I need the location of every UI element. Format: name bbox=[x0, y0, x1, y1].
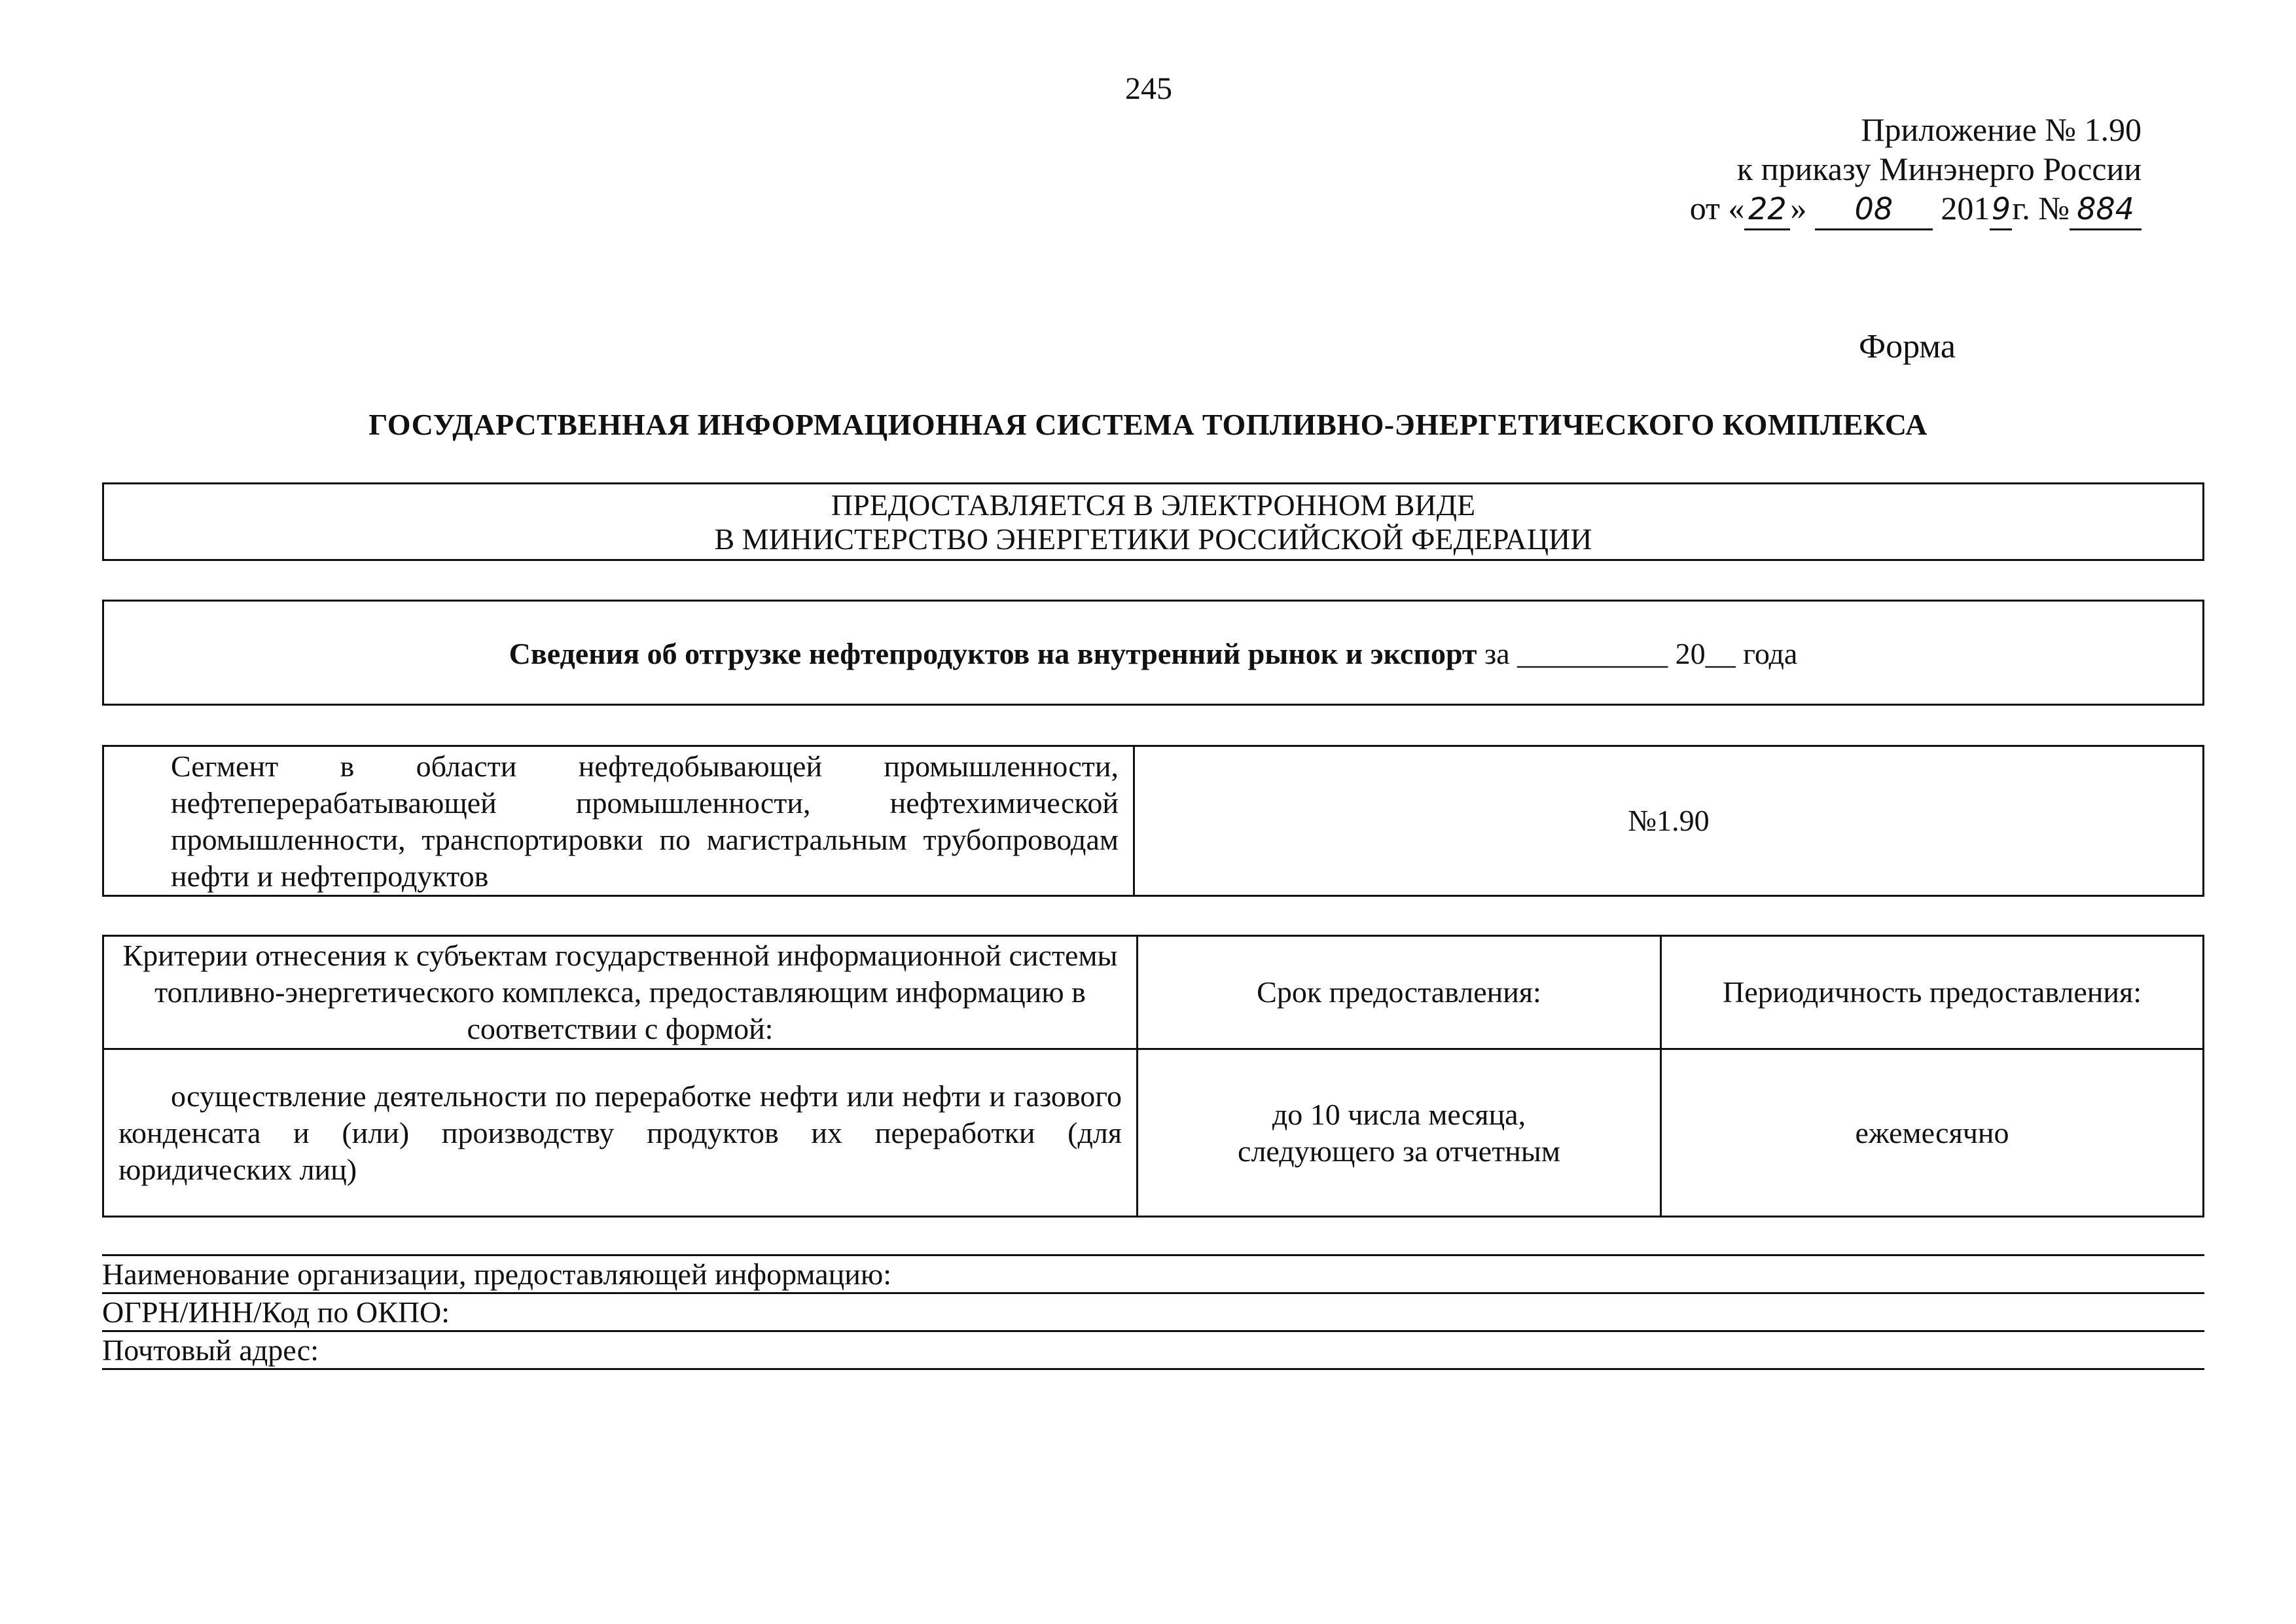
segment-table bbox=[102, 745, 2204, 897]
criterion-cell: осуществление деятельности по переработке нефти или нефти и газового конденсата и (или) производству продуктов их переработки (для юридических лиц) bbox=[103, 1049, 1138, 1217]
order-month: 08 bbox=[1815, 189, 1933, 230]
appendix-order-ref: к приказу Минэнерго России bbox=[1736, 151, 2142, 187]
criteria-table bbox=[102, 935, 2204, 1218]
periodicity-header: Периодичность предоставления: bbox=[1661, 936, 2204, 1049]
appendix-title: Приложение № 1.90 bbox=[1861, 111, 2142, 148]
report-title-box bbox=[102, 600, 2204, 706]
form-label: Форма bbox=[1859, 328, 1956, 365]
report-title: Сведения об отгрузке нефтепродуктов на внутренний рынок и экспорт за __________ 20__ года bbox=[509, 637, 1798, 670]
appendix-header bbox=[1690, 110, 2142, 230]
form-number: №1.90 bbox=[1134, 746, 2204, 896]
periodicity-cell: ежемесячно bbox=[1661, 1049, 2204, 1217]
deadline-cell: до 10 числа месяца, следующего за отчетным bbox=[1138, 1049, 1661, 1217]
org-name-field: Наименование организации, предоставляющей информацию: bbox=[102, 1256, 2204, 1294]
segment-description: Сегмент в области нефтедобывающей промышленности, нефтеперерабатывающей промышленности, нефтехимической промышленности, транспортировки по магистральным трубопроводам нефти и нефтепродуктов bbox=[103, 746, 1134, 896]
org-ids-field: ОГРН/ИНН/Код по ОКПО: bbox=[102, 1294, 2204, 1332]
page-number: 245 bbox=[1125, 71, 1172, 106]
submission-box bbox=[102, 482, 2204, 561]
submission-line-1: ПРЕДОСТАВЛЯЕТСЯ В ЭЛЕКТРОННОМ ВИДЕ bbox=[831, 488, 1476, 522]
order-year-digit: 9 bbox=[1990, 189, 2012, 230]
system-title: ГОСУДАРСТВЕННАЯ ИНФОРМАЦИОННАЯ СИСТЕМА ТОПЛИВНО-ЭНЕРГЕТИЧЕСКОГО КОМПЛЕКСА bbox=[368, 408, 1928, 441]
submission-line-2: В МИНИСТЕРСТВО ЭНЕРГЕТИКИ РОССИЙСКОЙ ФЕДЕРАЦИИ bbox=[714, 522, 1592, 556]
appendix-order-date: от « 22 » 08 2019г. № 884 bbox=[1690, 189, 2142, 230]
criteria-header: Критерии отнесения к субъектам государственной информационной системы топливно-энергетического комплекса, предоставляющим информацию в соответствии с формой: bbox=[103, 936, 1138, 1049]
org-address-field: Почтовый адрес: bbox=[102, 1332, 2204, 1370]
order-day: 22 bbox=[1744, 189, 1790, 230]
order-number: 884 bbox=[2070, 189, 2142, 230]
deadline-header: Срок предоставления: bbox=[1138, 936, 1661, 1049]
